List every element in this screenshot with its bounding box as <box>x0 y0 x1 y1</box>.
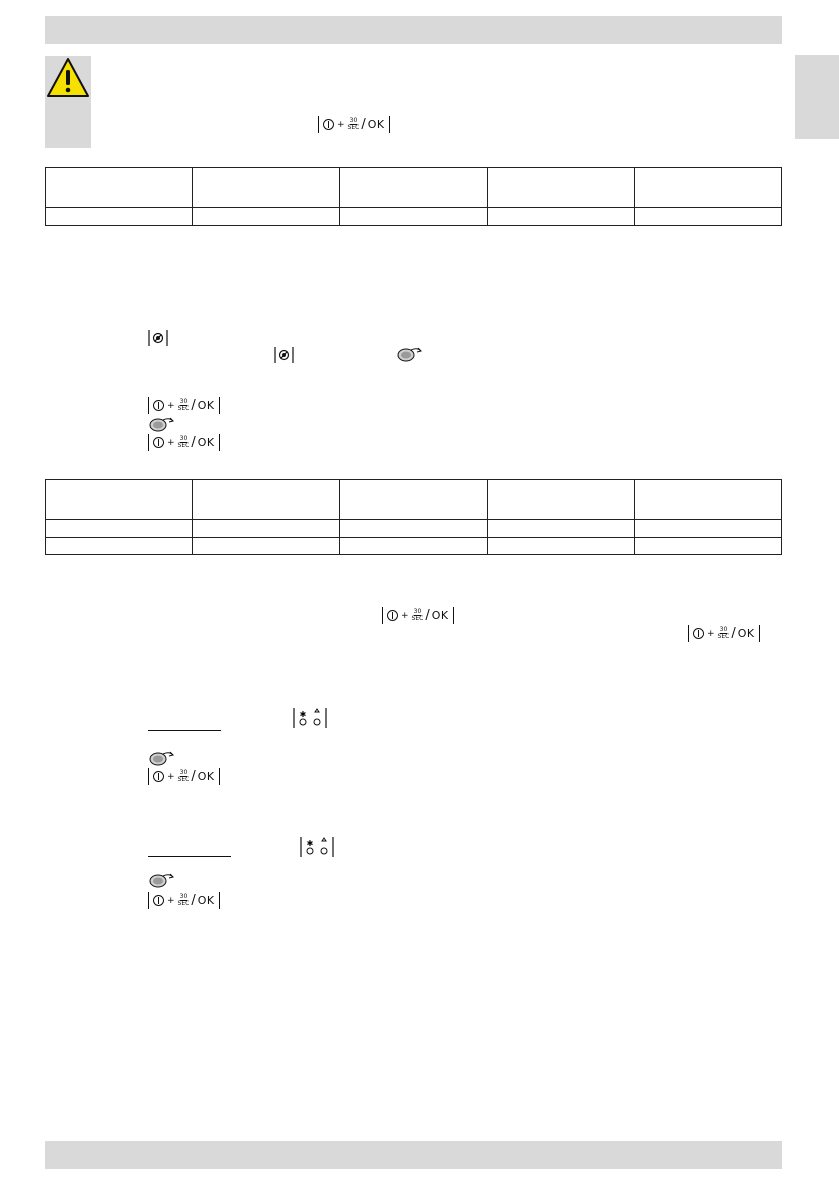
table-row <box>46 538 782 555</box>
burner-settings-icon <box>293 708 327 728</box>
power-icon <box>153 400 164 411</box>
no-entry-icon <box>148 330 168 346</box>
knob-icon <box>148 750 174 766</box>
knob-icon <box>148 872 174 888</box>
svg-text:✱: ✱ <box>306 839 314 848</box>
burner-settings-icon <box>300 837 334 857</box>
power-ok-button: + $\frac{30}{\text{SEC}}$ / OK <box>148 397 220 414</box>
underline <box>148 730 221 731</box>
power-ok-button: + $\frac{30}{\text{SEC}}$ / OK <box>382 607 454 624</box>
power-icon <box>323 119 334 130</box>
warning-box <box>45 56 91 148</box>
underline <box>148 856 231 857</box>
table-1 <box>45 167 782 226</box>
power-ok-button: + $\frac{30}{\text{SEC}}$ / OK <box>688 625 760 642</box>
footer-bar <box>45 1141 782 1169</box>
power-ok-button: + $\frac{30}{\text{SEC}}$ / OK <box>148 768 220 785</box>
table-row <box>46 208 782 226</box>
svg-text:✱: ✱ <box>299 710 307 719</box>
knob-icon <box>396 346 422 362</box>
table-2 <box>45 479 782 555</box>
table-row <box>46 520 782 538</box>
power-icon <box>153 437 164 448</box>
power-icon <box>153 771 164 782</box>
table-row <box>46 168 782 208</box>
side-tab <box>795 55 839 139</box>
power-icon <box>153 895 164 906</box>
warning-icon <box>45 56 91 102</box>
power-icon <box>693 628 704 639</box>
header-bar <box>45 16 782 44</box>
power-ok-button: + $\frac{30}{\text{SEC}}$ / OK <box>148 434 220 451</box>
table-row <box>46 480 782 520</box>
power-ok-button: + $\frac{30}{\text{SEC}}$ / OK <box>318 116 390 133</box>
knob-icon <box>148 416 174 432</box>
power-ok-button: + $\frac{30}{\text{SEC}}$ / OK <box>148 892 220 909</box>
no-entry-icon <box>274 347 294 363</box>
power-icon <box>387 610 398 621</box>
